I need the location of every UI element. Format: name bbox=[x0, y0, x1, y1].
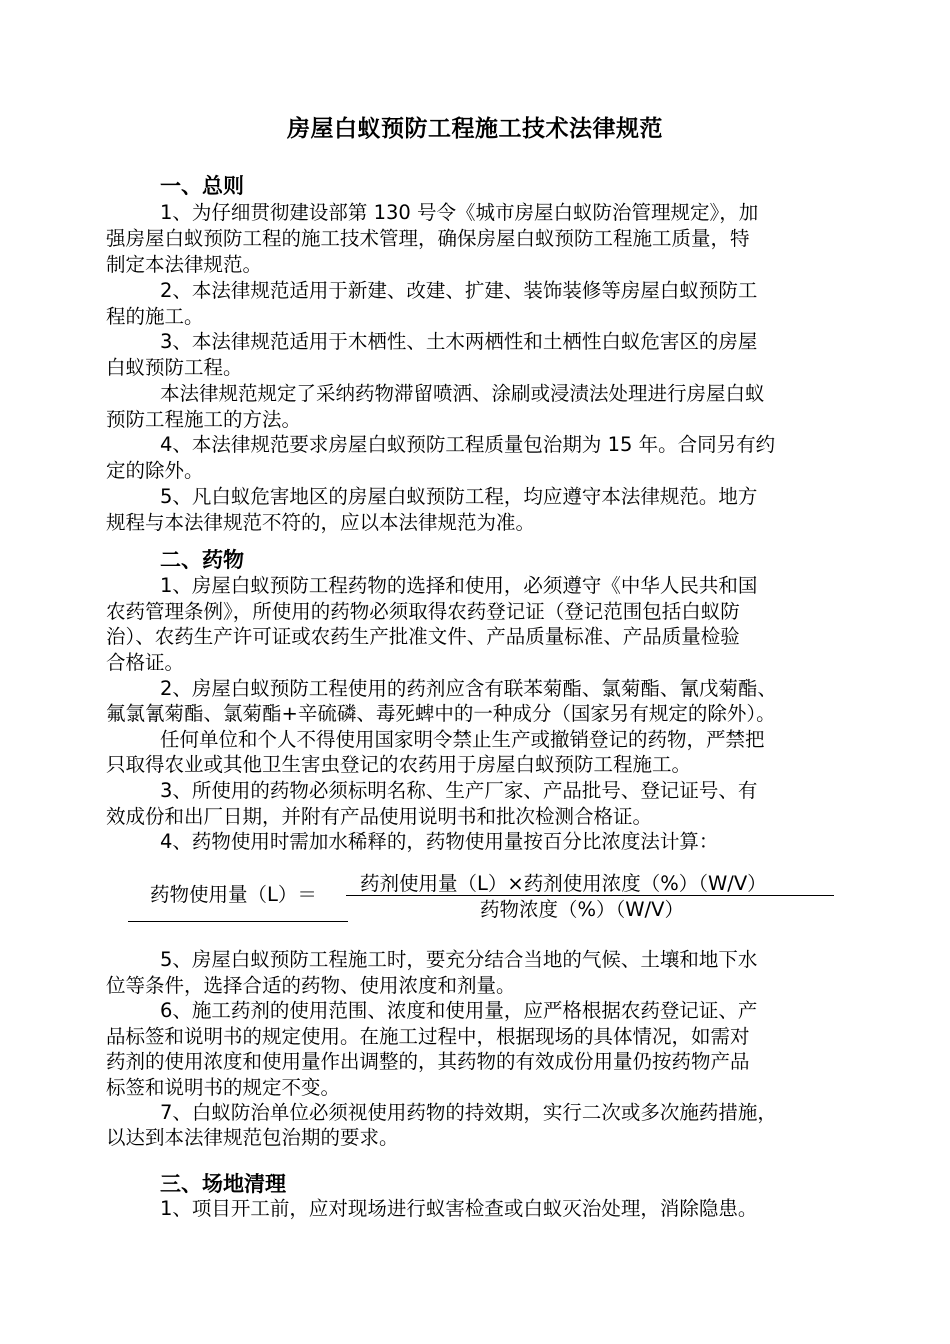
paragraph-line: 1、房屋白蚁预防工程药物的选择和使用，必须遵守《中华人民共和国 bbox=[160, 574, 758, 597]
section-heading-general: 一、总则 bbox=[160, 174, 244, 198]
paragraph-line: 4、本法律规范要求房屋白蚁预防工程质量包治期为 15 年。合同另有约 bbox=[160, 433, 776, 456]
paragraph-line: 白蚁预防工程。 bbox=[106, 356, 243, 379]
paragraph-line: 效成份和出厂日期，并附有产品使用说明书和批次检测合格证。 bbox=[106, 805, 653, 828]
paragraph-line: 标签和说明书的规定不变。 bbox=[106, 1076, 341, 1099]
formula-numerator: 药剂使用量（L）×药剂使用浓度（%）（W/V） bbox=[360, 872, 767, 895]
fraction-bar bbox=[346, 895, 834, 896]
section-heading-pesticides: 二、药物 bbox=[160, 548, 244, 572]
paragraph-line: 定的除外。 bbox=[106, 459, 204, 482]
section-heading-site-clearing: 三、场地清理 bbox=[160, 1172, 286, 1196]
paragraph-line: 药剂的使用浓度和使用量作出调整的，其药物的有效成份用量仍按药物产品 bbox=[106, 1050, 750, 1073]
formula-underline bbox=[128, 921, 348, 922]
paragraph-line: 3、本法律规范适用于木栖性、土木两栖性和土栖性白蚁危害区的房屋 bbox=[160, 330, 758, 353]
paragraph-line: 本法律规范规定了采纳药物滞留喷洒、涂刷或浸渍法处理进行房屋白蚁 bbox=[160, 382, 765, 405]
paragraph-line: 以达到本法律规范包治期的要求。 bbox=[106, 1126, 399, 1149]
paragraph-line: 位等条件，选择合适的药物、使用浓度和剂量。 bbox=[106, 974, 516, 997]
paragraph-line: 7、白蚁防治单位必须视使用药物的持效期，实行二次或多次施药措施， bbox=[160, 1101, 777, 1124]
paragraph-line: 合格证。 bbox=[106, 651, 185, 674]
document-title: 房屋白蚁预防工程施工技术法律规范 bbox=[287, 116, 663, 142]
paragraph-line: 氟氯氰菊酯、氯菊酯+辛硫磷、毒死蜱中的一种成分（国家另有规定的除外）。 bbox=[106, 702, 776, 725]
paragraph-line: 制定本法律规范。 bbox=[106, 253, 263, 276]
paragraph-line: 只取得农业或其他卫生害虫登记的农药用于房屋白蚁预防工程施工。 bbox=[106, 753, 692, 776]
paragraph-line: 1、项目开工前，应对现场进行蚁害检查或白蚁灭治处理，消除隐患。 bbox=[160, 1197, 758, 1220]
paragraph-line: 预防工程施工的方法。 bbox=[106, 408, 302, 431]
paragraph-line: 程的施工。 bbox=[106, 305, 204, 328]
paragraph-line: 2、房屋白蚁预防工程使用的药剂应含有联苯菊酯、氯菊酯、氰戊菊酯、 bbox=[160, 677, 777, 700]
paragraph-line: 5、房屋白蚁预防工程施工时，要充分结合当地的气候、土壤和地下水 bbox=[160, 948, 758, 971]
paragraph-line: 4、药物使用时需加水稀释的，药物使用量按百分比浓度法计算： bbox=[160, 830, 719, 853]
paragraph-line: 5、凡白蚁危害地区的房屋白蚁预防工程，均应遵守本法律规范。地方 bbox=[160, 485, 758, 508]
formula-denominator: 药物浓度（%）（W/V） bbox=[480, 898, 684, 921]
paragraph-line: 品标签和说明书的规定使用。在施工过程中，根据现场的具体情况，如需对 bbox=[106, 1025, 750, 1048]
paragraph-line: 任何单位和个人不得使用国家明令禁止生产或撤销登记的药物，严禁把 bbox=[160, 728, 765, 751]
paragraph-line: 2、本法律规范适用于新建、改建、扩建、装饰装修等房屋白蚁预防工 bbox=[160, 279, 758, 302]
paragraph-line: 1、为仔细贯彻建设部第 130 号令《城市房屋白蚁防治管理规定》，加 bbox=[160, 201, 759, 224]
paragraph-line: 农药管理条例》，所使用的药物必须取得农药登记证（登记范围包括白蚁防 bbox=[106, 600, 740, 623]
paragraph-line: 规程与本法律规范不符的，应以本法律规范为准。 bbox=[106, 511, 536, 534]
paragraph-line: 6、施工药剂的使用范围、浓度和使用量，应严格根据农药登记证、产 bbox=[160, 999, 758, 1022]
paragraph-line: 3、所使用的药物必须标明名称、生产厂家、产品批号、登记证号、有 bbox=[160, 779, 758, 802]
paragraph-line: 治）、农药生产许可证或农药生产批准文件、产品质量标准、产品质量检验 bbox=[106, 625, 740, 648]
paragraph-line: 强房屋白蚁预防工程的施工技术管理，确保房屋白蚁预防工程施工质量，特 bbox=[106, 227, 750, 250]
formula-left-side: 药物使用量（L）＝ bbox=[150, 883, 317, 906]
